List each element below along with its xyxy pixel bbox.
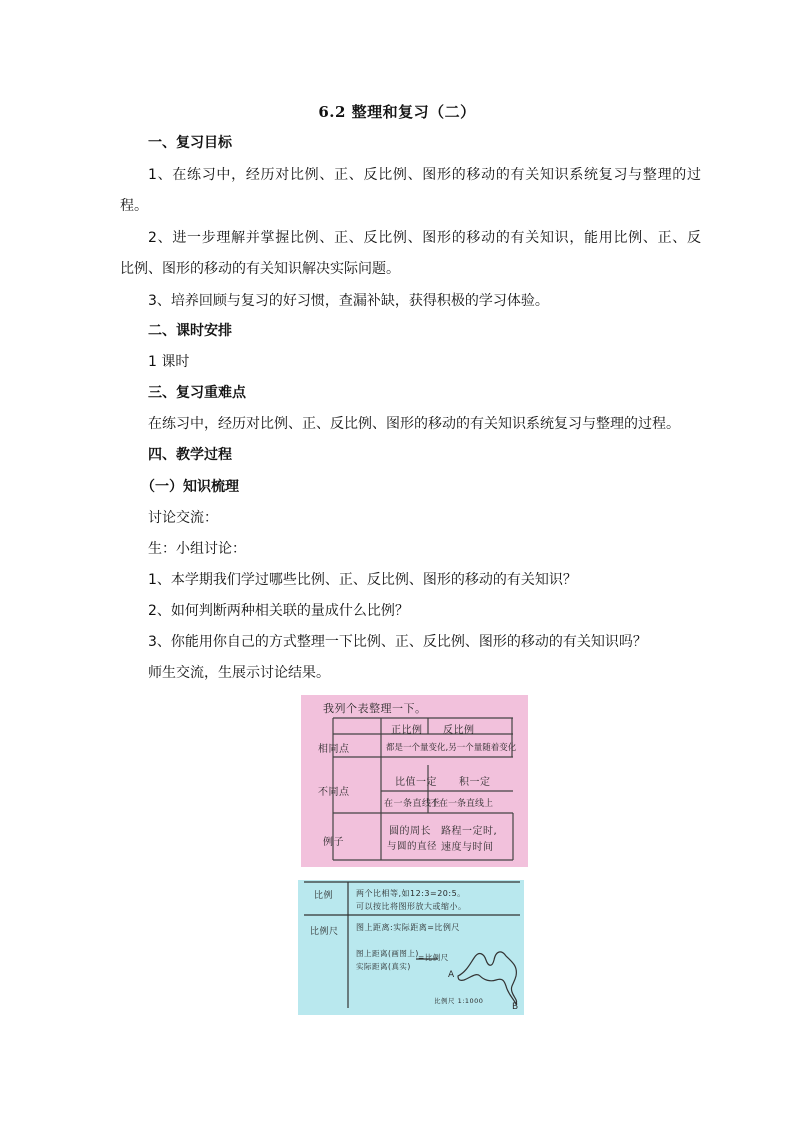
section-heading-key-points: 三、复习重难点 (148, 385, 246, 401)
scale-label: 比例尺 1:1000 (434, 997, 484, 1005)
hours-text: 1 课时 (148, 354, 190, 370)
group-discussion-label: 生：小组讨论： (148, 541, 246, 557)
ratio-scaling-note: 可以按比将图形放大或缩小。 (356, 902, 467, 911)
similarities-text: 都是一个量变化,另一个量随着变化 (386, 743, 517, 753)
map-point-a: A (448, 970, 455, 980)
handwritten-ratio-scale-notes (298, 880, 524, 1015)
discussion-label: 讨论交流： (148, 510, 218, 526)
goal-1-line-1: 1、在练习中，经历对比例、正、反比例、图形的移动的有关知识系统复习与整理的过 (148, 167, 701, 183)
section-heading-process: 四、教学过程 (148, 447, 232, 463)
table-heading: 我列个表整理一下。 (323, 702, 427, 715)
subsection-heading-knowledge: （一）知识梳理 (141, 479, 239, 495)
row-similarities: 相同点 (318, 744, 350, 755)
handwritten-proportion-table (301, 695, 528, 867)
example-inverse-line-1: 路程一定时, (441, 826, 498, 837)
exchange-text: 师生交流，生展示讨论结果。 (148, 665, 330, 681)
col-inverse-proportion: 反比例 (443, 725, 475, 736)
col-direct-proportion: 正比例 (391, 725, 423, 736)
section-heading-goals: 一、复习目标 (148, 135, 232, 151)
example-inverse-line-2: 速度与时间 (441, 842, 494, 853)
scale-fraction-numerator: 图上距离(画图上) (356, 949, 419, 958)
row-differences: 不同点 (318, 787, 350, 798)
map-point-b: B (512, 1002, 519, 1012)
goal-1-line-2: 程。 (120, 198, 148, 214)
diff-inverse-line: 不在一条直线上 (430, 799, 494, 809)
diff-direct-ratio: 比值一定 (395, 777, 437, 788)
scale-definition: 图上距离:实际距离=比例尺 (356, 923, 460, 932)
question-3: 3、你能用你自己的方式整理一下比例、正、反比例、图形的移动的有关知识吗？ (148, 634, 647, 650)
diff-inverse-product: 积一定 (459, 777, 491, 788)
scale-fraction-equals: =比例尺 (418, 953, 449, 962)
section-heading-hours: 二、课时安排 (148, 323, 232, 339)
goal-3: 3、培养回顾与复习的好习惯，查漏补缺，获得积极的学习体验。 (148, 293, 549, 309)
diff-direct-line: 在一条直线上 (384, 799, 442, 809)
key-points-text: 在练习中，经历对比例、正、反比例、图形的移动的有关知识系统复习与整理的过程。 (148, 416, 680, 432)
question-2: 2、如何判断两种相关联的量成什么比例？ (148, 603, 409, 619)
row-examples: 例子 (323, 837, 344, 848)
question-1: 1、本学期我们学过哪些比例、正、反比例、图形的移动的有关知识？ (148, 572, 577, 588)
example-direct-line-2: 与圆的直径 (387, 841, 438, 852)
goal-2-line-2: 比例、图形的移动的有关知识解决实际问题。 (120, 261, 400, 277)
scale-fraction-denominator: 实际距离(真实) (356, 962, 411, 971)
scale-row-label: 比例尺 (310, 927, 339, 937)
ratio-row-label: 比例 (314, 891, 334, 901)
document-title: 6.2 整理和复习（二） (318, 103, 476, 121)
example-direct-line-1: 圆的周长 (389, 826, 431, 837)
goal-2-line-1: 2、进一步理解并掌握比例、正、反比例、图形的移动的有关知识，能用比例、正、反 (148, 230, 701, 246)
ratio-definition: 两个比相等,如12:3=20:5。 (356, 889, 466, 898)
